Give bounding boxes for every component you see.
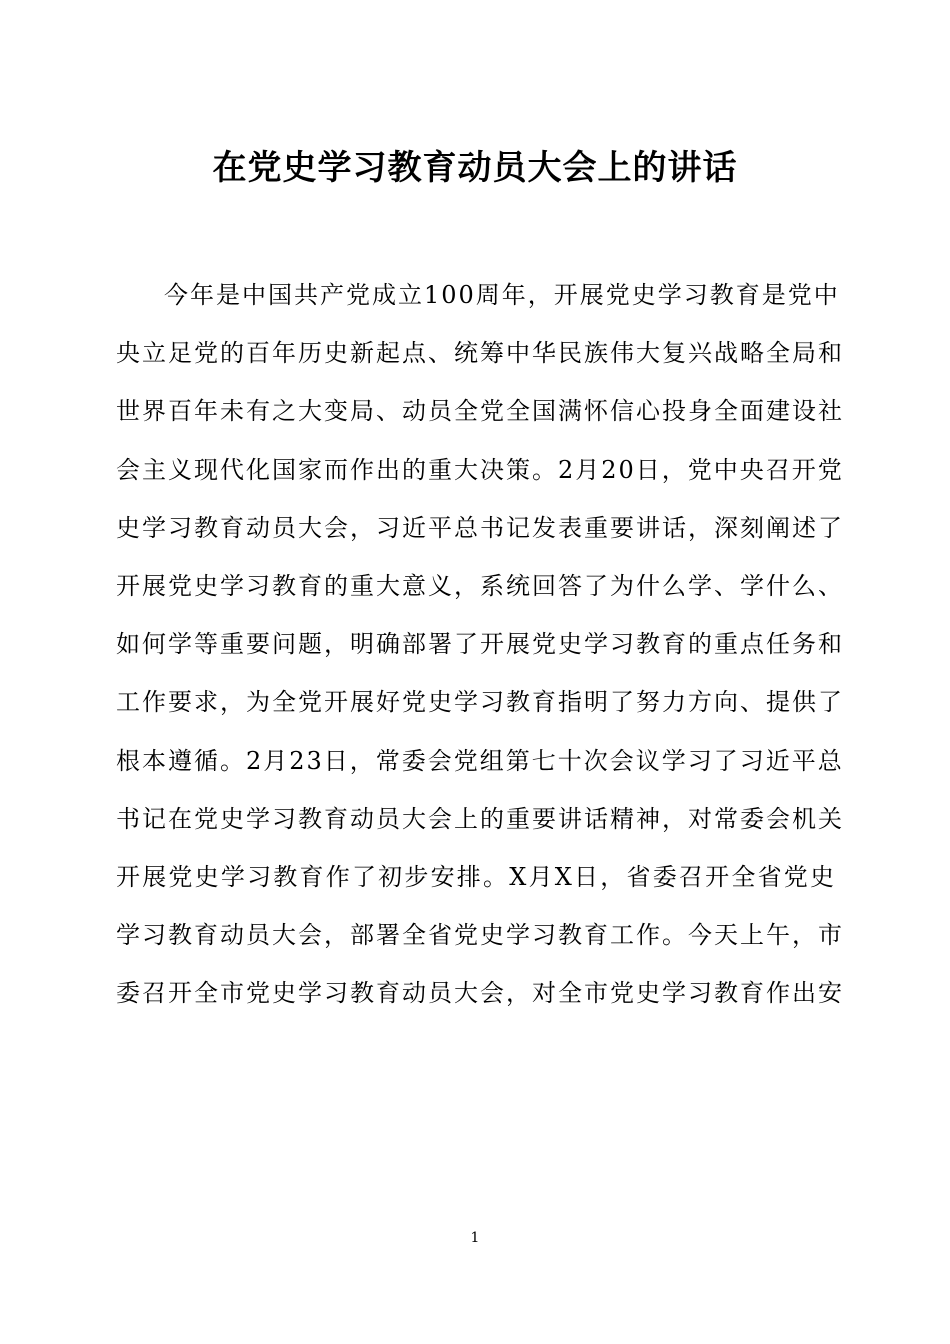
text-line: 根本遵循。2月23日，常委会党组第七十次会议学习了习近平总 — [116, 746, 844, 775]
text-line: 委召开全市党史学习教育动员大会，对全市党史学习教育作出安 — [116, 979, 844, 1008]
text-line: 如何学等重要问题，明确部署了开展党史学习教育的重点任务和 — [116, 630, 844, 659]
text-line: 史学习教育动员大会，习近平总书记发表重要讲话，深刻阐述了 — [116, 513, 844, 542]
text-line: 世界百年未有之大变局、动员全党全国满怀信心投身全面建设社 — [116, 397, 844, 426]
document-title: 在党史学习教育动员大会上的讲话 — [212, 148, 738, 188]
text-line: 今年是中国共产党成立100周年，开展党史学习教育是党中 — [164, 281, 840, 309]
text-line: 书记在党史学习教育动员大会上的重要讲话精神，对常委会机关 — [116, 804, 844, 833]
text-line: 工作要求，为全党开展好党史学习教育指明了努力方向、提供了 — [116, 688, 844, 717]
page-number: 1 — [470, 1230, 480, 1246]
body-paragraph — [116, 266, 844, 1022]
text-line: 开展党史学习教育的重大意义，系统回答了为什么学、学什么、 — [116, 571, 844, 600]
text-line: 会主义现代化国家而作出的重大决策。2月20日，党中央召开党 — [116, 455, 844, 484]
text-line: 开展党史学习教育作了初步安排。X月X日，省委召开全省党史 — [116, 862, 836, 891]
text-line: 央立足党的百年历史新起点、统筹中华民族伟大复兴战略全局和 — [116, 339, 844, 368]
text-line: 学习教育动员大会，部署全省党史学习教育工作。今天上午，市 — [116, 921, 844, 950]
